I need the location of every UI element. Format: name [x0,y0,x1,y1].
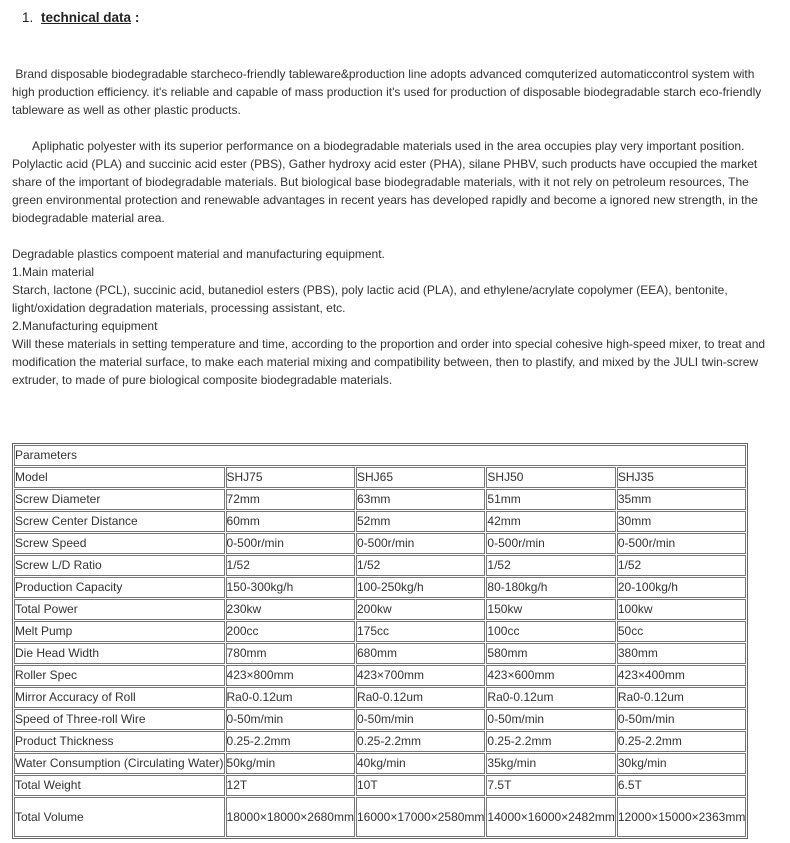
parameter-value-cell: 0-500r/min [226,533,355,554]
parameter-value-cell: 200kw [356,599,485,620]
parameter-value-cell: 35mm [617,489,746,510]
table-row [14,731,746,752]
materials-section [12,245,772,389]
table-caption: Parameters [14,445,746,466]
table-row [14,599,746,620]
parameter-value-cell: 30kg/min [617,753,746,774]
parameter-label-cell: Screw Center Distance [14,511,225,532]
parameters-table [12,443,748,839]
intro-paragraph: Brand disposable biodegradable starcheco-friendly tableware&production line adopts advanced comquterized automaticcontrol system with high production efficiency. it's reliable and capable of mass production it's used for production of disposable biodegradable starch eco-friendly tableware as well as other plastic products. [12,67,765,117]
table-caption-row [14,445,746,466]
parameter-value-cell: 0-50m/min [356,709,485,730]
parameter-label-cell: Total Volume [14,797,225,837]
parameter-value-cell: 580mm [486,643,615,664]
parameter-value-cell: 0.25-2.2mm [356,731,485,752]
table-row [14,753,746,774]
parameter-value-cell: 0.25-2.2mm [486,731,615,752]
table-row [14,467,746,488]
polyester-paragraph: Apliphatic polyester with its superior performance on a biodegradable materials used in the area occupies play very important position. Polylactic acid (PLA) and succinic acid ester (PBS), Gather hydroxy acid ester (PHA), silane PHBV, such products have occupied the market share of the important of biodegradable materials. But biological base biodegradable materials, with it not rely on petroleum resources, The green environmental protection and renewable advantages in recent years has developed rapidly and become a ignored new strength, in the biodegradable material area. [12,139,762,225]
parameter-label-cell: Screw Diameter [14,489,225,510]
table-row [14,797,746,837]
parameter-value-cell: 63mm [356,489,485,510]
parameter-label-cell: Screw L/D Ratio [14,555,225,576]
parameter-value-cell: 6.5T [617,775,746,796]
equipment-title: 2.Manufacturing equipment [12,319,158,333]
section-intro: Degradable plastics compoent material and manufacturing equipment. [12,247,385,261]
parameter-label-cell: Water Consumption (Circulating Water) [14,753,225,774]
table-row [14,577,746,598]
parameter-label-cell: Die Head Width [14,643,225,664]
table-row [14,643,746,664]
parameter-value-cell: 12T [226,775,355,796]
parameter-value-cell: 150kw [486,599,615,620]
parameter-value-cell: 14000×16000×2482mm [486,797,615,837]
main-material-title: 1.Main material [12,265,95,279]
parameter-value-cell: 423×400mm [617,665,746,686]
parameter-value-cell: 0-500r/min [486,533,615,554]
parameter-label-cell: Total Weight [14,775,225,796]
table-row [14,533,746,554]
parameter-value-cell: SHJ35 [617,467,746,488]
parameter-value-cell: 16000×17000×2580mm [356,797,485,837]
table-row [14,555,746,576]
parameter-value-cell: 100kw [617,599,746,620]
parameter-value-cell: 0.25-2.2mm [226,731,355,752]
table-row [14,489,746,510]
main-material-text: Starch, lactone (PCL), succinic acid, butanediol esters (PBS), poly lactic acid (PLA), and ethylene/acrylate copolymer (EEA), bentonite, light/oxidation degradation materials, processing assistant, etc. [12,283,728,315]
equipment-text: Will these materials in setting temperature and time, according to the proportion and order into special cohesive high-speed mixer, to treat and modification the material surface, to make each material mixing and compatibility between, then to plastify, and mixed by the JULI twin-screw extruder, to made of pure biological composite biodegradable materials. [12,337,766,387]
parameter-label-cell: Roller Spec [14,665,225,686]
heading-number: 1. [22,10,34,25]
parameter-label-cell: Screw Speed [14,533,225,554]
parameter-label-cell: Production Capacity [14,577,225,598]
parameter-value-cell: 35kg/min [486,753,615,774]
heading-title: technical data [41,10,132,25]
table-row [14,687,746,708]
parameter-value-cell: 12000×15000×2363mm [617,797,746,837]
parameter-value-cell: Ra0-0.12um [356,687,485,708]
parameter-value-cell: 1/52 [486,555,615,576]
parameter-value-cell: SHJ75 [226,467,355,488]
parameter-value-cell: 20-100kg/h [617,577,746,598]
parameter-value-cell: Ra0-0.12um [617,687,746,708]
parameter-value-cell: 0-50m/min [226,709,355,730]
parameter-value-cell: SHJ65 [356,467,485,488]
parameter-label-cell: Melt Pump [14,621,225,642]
parameter-label-cell: Speed of Three-roll Wire [14,709,225,730]
parameter-value-cell: 0-50m/min [486,709,615,730]
parameter-value-cell: 175cc [356,621,485,642]
parameter-value-cell: 680mm [356,643,485,664]
parameter-value-cell: 80-180kg/h [486,577,615,598]
heading-colon: : [134,10,140,25]
parameter-value-cell: 50kg/min [226,753,355,774]
parameter-value-cell: 18000×18000×2680mm [226,797,355,837]
parameter-value-cell: 150-300kg/h [226,577,355,598]
parameter-value-cell: 30mm [617,511,746,532]
parameter-value-cell: Ra0-0.12um [486,687,615,708]
parameter-value-cell: 200cc [226,621,355,642]
table-row [14,665,746,686]
parameter-value-cell: SHJ50 [486,467,615,488]
parameter-label-cell: Product Thickness [14,731,225,752]
parameter-value-cell: 72mm [226,489,355,510]
parameter-value-cell: 10T [356,775,485,796]
parameter-value-cell: 423×800mm [226,665,355,686]
parameter-value-cell: 230kw [226,599,355,620]
parameter-value-cell: 60mm [226,511,355,532]
parameter-value-cell: 0.25-2.2mm [617,731,746,752]
parameter-label-cell: Total Power [14,599,225,620]
parameter-value-cell: 7.5T [486,775,615,796]
parameter-value-cell: 1/52 [356,555,485,576]
parameter-label-cell: Model [14,467,225,488]
section-heading [22,10,139,25]
parameter-value-cell: 52mm [356,511,485,532]
parameter-value-cell: 423×700mm [356,665,485,686]
parameter-value-cell: 780mm [226,643,355,664]
parameter-value-cell: 0-500r/min [617,533,746,554]
parameter-label-cell: Mirror Accuracy of Roll [14,687,225,708]
parameter-value-cell: 1/52 [226,555,355,576]
parameter-value-cell: Ra0-0.12um [226,687,355,708]
table-row [14,775,746,796]
table-row [14,511,746,532]
parameter-value-cell: 100cc [486,621,615,642]
parameter-value-cell: 50cc [617,621,746,642]
table-row [14,709,746,730]
parameter-value-cell: 1/52 [617,555,746,576]
parameter-value-cell: 42mm [486,511,615,532]
parameter-value-cell: 423×600mm [486,665,615,686]
parameter-value-cell: 0-50m/min [617,709,746,730]
parameter-value-cell: 0-500r/min [356,533,485,554]
parameter-value-cell: 380mm [617,643,746,664]
parameter-value-cell: 100-250kg/h [356,577,485,598]
parameter-value-cell: 40kg/min [356,753,485,774]
table-row [14,621,746,642]
parameter-value-cell: 51mm [486,489,615,510]
